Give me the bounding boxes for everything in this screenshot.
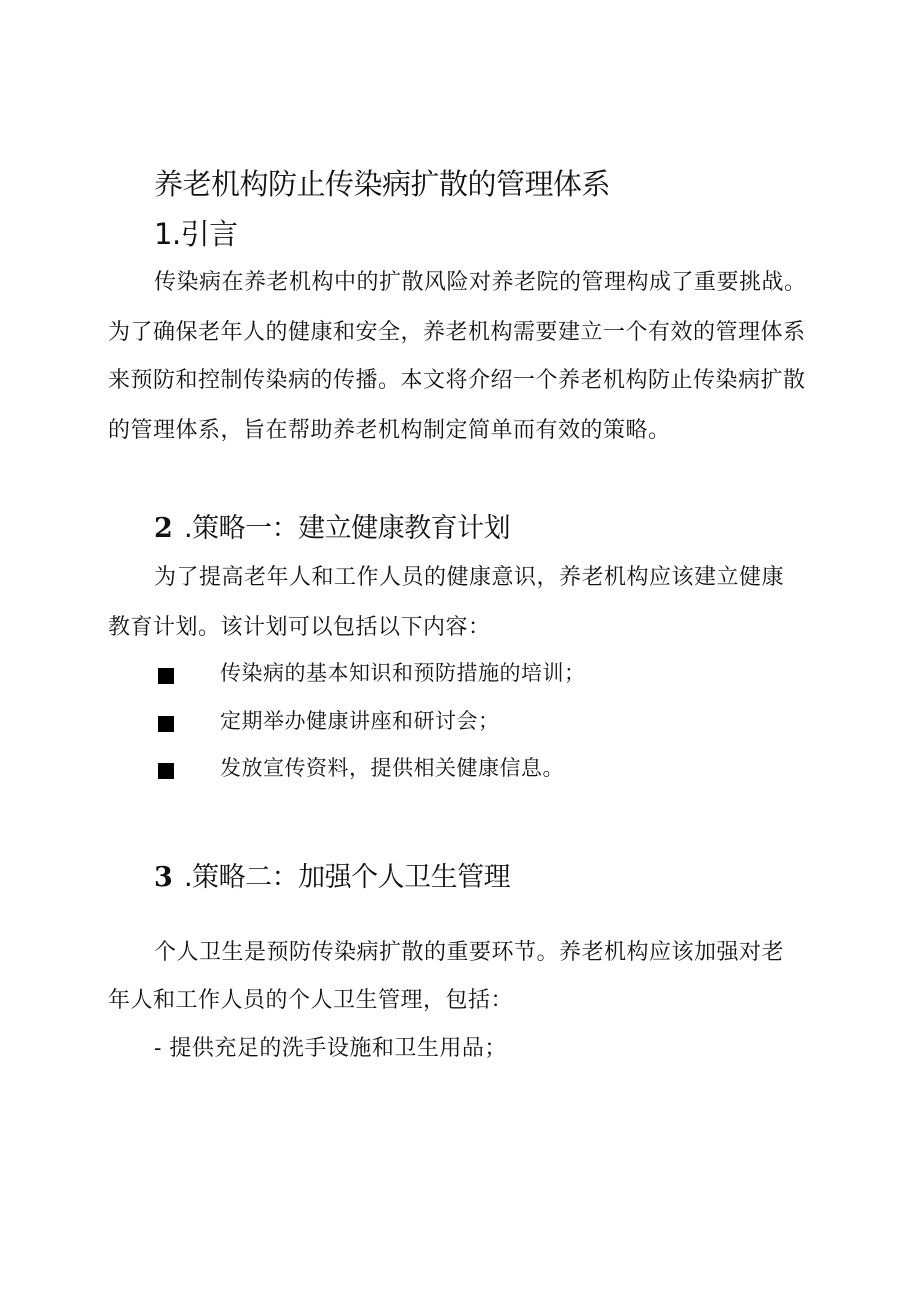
dash-list-item: - 提供充足的洗手设施和卫生用品； (154, 1036, 507, 1061)
section-1-line: 的管理体系，旨在帮助养老机构制定简单而有效的策略。 (108, 418, 671, 443)
section-3-heading (154, 864, 510, 891)
section-1-heading: 1.引言 (154, 217, 238, 251)
section-2-line: 教育计划。该计划可以包括以下内容： (108, 615, 491, 640)
section-1-line: 来预防和控制传染病的传播。本文将介绍一个养老机构防止传染病扩散 (108, 368, 806, 393)
document-title: 养老机构防止传染病扩散的管理体系 (154, 167, 611, 201)
section-3-heading-text: .策略二：加强个人卫生管理 (184, 862, 511, 893)
list-item-text: 定期举办健康讲座和研讨会； (220, 709, 500, 733)
section-2-heading-text: .策略一：建立健康教育计划 (184, 513, 511, 544)
list-item-text: 发放宣传资料，提供相关健康信息。 (220, 756, 564, 780)
square-bullet-icon (158, 668, 174, 684)
section-2-line: 为了提高老年人和工作人员的健康意识，养老机构应该建立健康 (154, 565, 785, 590)
section-2-heading (154, 515, 510, 542)
section-1-line: 为了确保老年人的健康和安全，养老机构需要建立一个有效的管理体系 (108, 320, 806, 345)
square-bullet-icon (158, 716, 174, 732)
square-bullet-icon (158, 763, 174, 779)
section-3-line: 年人和工作人员的个人卫生管理，包括： (108, 988, 514, 1013)
section-2-number: 2 (154, 513, 173, 544)
list-item-text: 传染病的基本知识和预防措施的培训； (220, 661, 586, 685)
section-1-line: 传染病在养老机构中的扩散风险对养老院的管理构成了重要挑战。 (154, 270, 807, 295)
section-3-line: 个人卫生是预防传染病扩散的重要环节。养老机构应该加强对老 (154, 940, 785, 965)
section-3-number: 3 (154, 862, 173, 893)
